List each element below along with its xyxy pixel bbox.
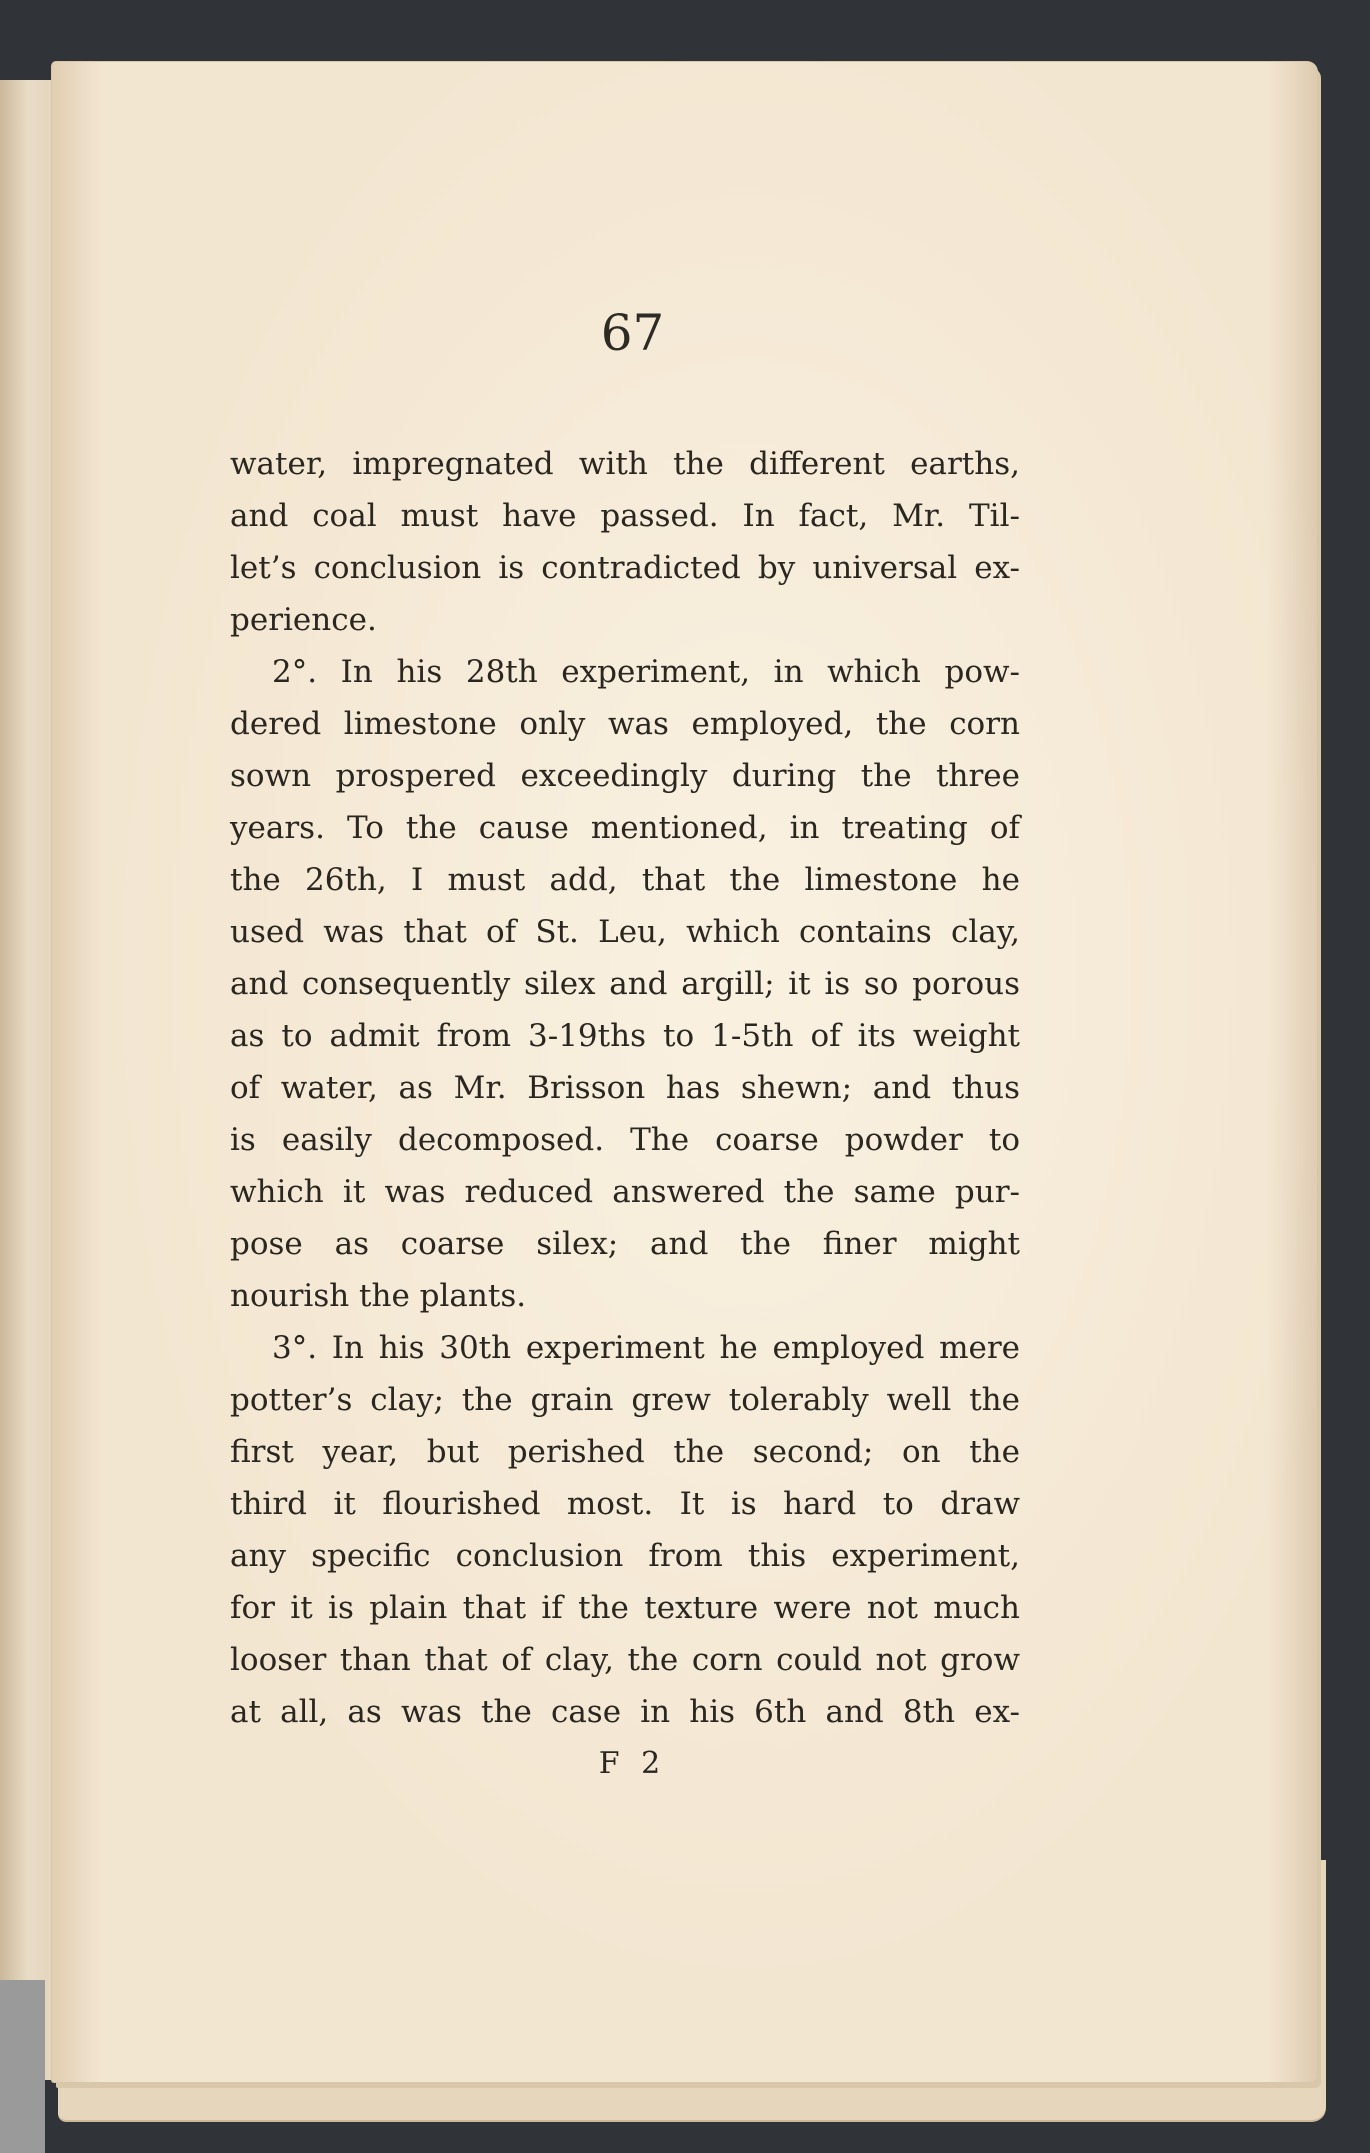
text-line: and consequently silex and argill; it is so porous [230, 966, 1020, 1002]
book-page [52, 62, 1317, 2082]
book-cover-edge [0, 1980, 45, 2153]
text-line: 3°. In his 30th experiment he employed mere [272, 1330, 1020, 1366]
text-line: nourish the plants. [230, 1278, 527, 1314]
text-line: the 26th, I must add, that the limestone he [230, 862, 1020, 898]
text-line: which it was reduced answered the same pur- [230, 1174, 1020, 1210]
text-line: first year, but perished the second; on the [230, 1434, 1020, 1470]
text-line: and coal must have passed. In fact, Mr. Til- [230, 498, 1020, 534]
text-line: sown prospered exceedingly during the three [230, 758, 1020, 794]
text-line: looser than that of clay, the corn could not grow [230, 1642, 1020, 1678]
text-line: used was that of St. Leu, which contains clay, [230, 914, 1020, 950]
text-line: at all, as was the case in his 6th and 8th ex- [230, 1694, 1020, 1730]
signature-mark: F 2 [598, 1746, 667, 1781]
text-line: as to admit from 3-19ths to 1-5th of its weight [230, 1018, 1020, 1054]
text-line: let’s conclusion is contradicted by universal ex- [230, 550, 1020, 586]
text-line: potter’s clay; the grain grew tolerably well the [230, 1382, 1020, 1418]
text-line: is easily decomposed. The coarse powder to [230, 1122, 1020, 1158]
text-line: any specific conclusion from this experiment, [230, 1538, 1020, 1574]
text-line: of water, as Mr. Brisson has shewn; and thus [230, 1070, 1020, 1106]
text-line: for it is plain that if the texture were not much [230, 1590, 1020, 1626]
text-line: years. To the cause mentioned, in treating of [230, 810, 1020, 846]
text-line: third it flourished most. It is hard to draw [230, 1486, 1020, 1522]
text-line: dered limestone only was employed, the corn [230, 706, 1020, 742]
text-line: pose as coarse silex; and the finer might [230, 1226, 1020, 1262]
text-line: perience. [230, 602, 377, 638]
body-text [230, 438, 1020, 1738]
text-line: water, impregnated with the different earths, [230, 446, 1020, 482]
text-line: 2°. In his 28th experiment, in which pow- [272, 654, 1020, 690]
page-number: 67 [600, 304, 665, 362]
